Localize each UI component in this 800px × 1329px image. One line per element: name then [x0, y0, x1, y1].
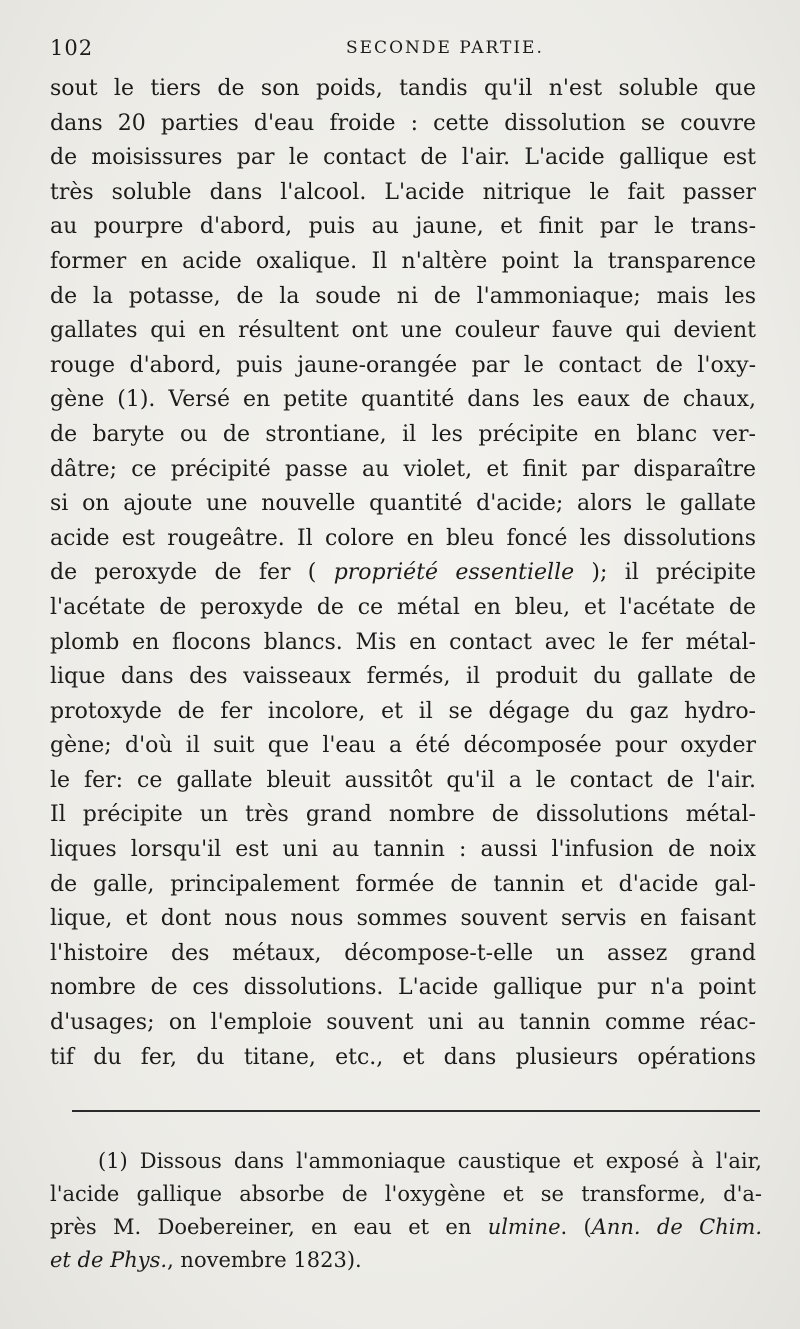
footnote-line: (1) Dissous dans l'ammoniaque caustique et exposé à l'air,	[98, 1149, 762, 1173]
body-text	[50, 72, 756, 1075]
footnote	[50, 1145, 762, 1277]
text-line: lique dans des vaisseaux fermés, il produit du gallate de	[50, 664, 756, 690]
text-line: l'histoire des métaux, décompose-t-elle un assez grand	[50, 940, 756, 966]
text-line: très soluble dans l'alcool. L'acide nitrique le fait passer	[50, 179, 756, 205]
text-line: d'usages; on l'emploie souvent uni au tannin comme réac-	[50, 1010, 756, 1036]
text-line-with-italic	[50, 556, 756, 591]
page-header	[50, 36, 750, 64]
text-fragment: de peroxyde de fer (	[50, 560, 317, 586]
text-line: acide est rougeâtre. Il colore en bleu foncé les dissolutions	[50, 525, 756, 551]
footnote-line: l'acide gallique absorbe de l'oxygène et se transforme, d'a-	[50, 1182, 762, 1206]
page-number: 102	[50, 36, 94, 60]
text-line: liques lorsqu'il est uni au tannin : aussi l'infusion de noix	[50, 837, 756, 863]
italic-phrase: ulmine	[487, 1215, 561, 1239]
text-line: gène; d'où il suit que l'eau a été décomposée pour oxyder	[50, 733, 756, 759]
italic-phrase: propriété essentielle	[333, 560, 575, 586]
text-line: tif du fer, du titane, etc., et dans plusieurs opérations	[50, 1044, 756, 1070]
footnote-line	[50, 1244, 762, 1277]
text-line: lique, et dont nous nous sommes souvent servis en faisant	[50, 906, 756, 932]
text-fragment: . (	[560, 1215, 592, 1239]
text-line: Il précipite un très grand nombre de dissolutions métal-	[50, 802, 756, 828]
text-line: nombre de ces dissolutions. L'acide gallique pur n'a point	[50, 975, 756, 1001]
text-line: rouge d'abord, puis jaune-orangée par le contact de l'oxy-	[50, 352, 756, 378]
text-line: de baryte ou de strontiane, il les précipite en blanc ver-	[50, 421, 756, 447]
text-line: de galle, principalement formée de tannin et d'acide gal-	[50, 871, 756, 897]
footnote-divider	[72, 1110, 760, 1112]
text-fragment: près M. Doebereiner, en eau et en	[50, 1215, 488, 1239]
text-line: de moisissures par le contact de l'air. L'acide gallique est	[50, 145, 756, 171]
footnote-line	[50, 1211, 762, 1244]
text-line: de la potasse, de la soude ni de l'ammoniaque; mais les	[50, 283, 756, 309]
text-fragment: , novembre 1823).	[167, 1248, 362, 1272]
text-line: dâtre; ce précipité passe au violet, et finit par disparaître	[50, 456, 756, 482]
text-line: si on ajoute une nouvelle quantité d'acide; alors le gallate	[50, 491, 756, 517]
text-line: gallates qui en résultent ont une couleur fauve qui devient	[50, 318, 756, 344]
running-head: SECONDE PARTIE.	[346, 38, 544, 58]
text-line: former en acide oxalique. Il n'altère point la transparence	[50, 248, 756, 274]
text-line: l'acétate de peroxyde de ce métal en bleu, et l'acétate de	[50, 594, 756, 620]
text-line: au pourpre d'abord, puis au jaune, et finit par le trans-	[50, 214, 756, 240]
text-line: dans 20 parties d'eau froide : cette dissolution se couvre	[50, 110, 756, 136]
text-line: plomb en flocons blancs. Mis en contact avec le fer métal-	[50, 629, 756, 655]
italic-phrase: Ann. de Chim.	[591, 1215, 762, 1239]
italic-phrase: et de Phys.	[50, 1248, 168, 1272]
text-line: le fer: ce gallate bleuit aussitôt qu'il a le contact de l'air.	[50, 767, 756, 793]
text-fragment: ); il précipite	[591, 560, 756, 586]
text-line: protoxyde de fer incolore, et il se dégage du gaz hydro-	[50, 698, 756, 724]
text-line: gène (1). Versé en petite quantité dans les eaux de chaux,	[50, 387, 756, 413]
text-line: sout le tiers de son poids, tandis qu'il n'est soluble que	[50, 76, 756, 101]
